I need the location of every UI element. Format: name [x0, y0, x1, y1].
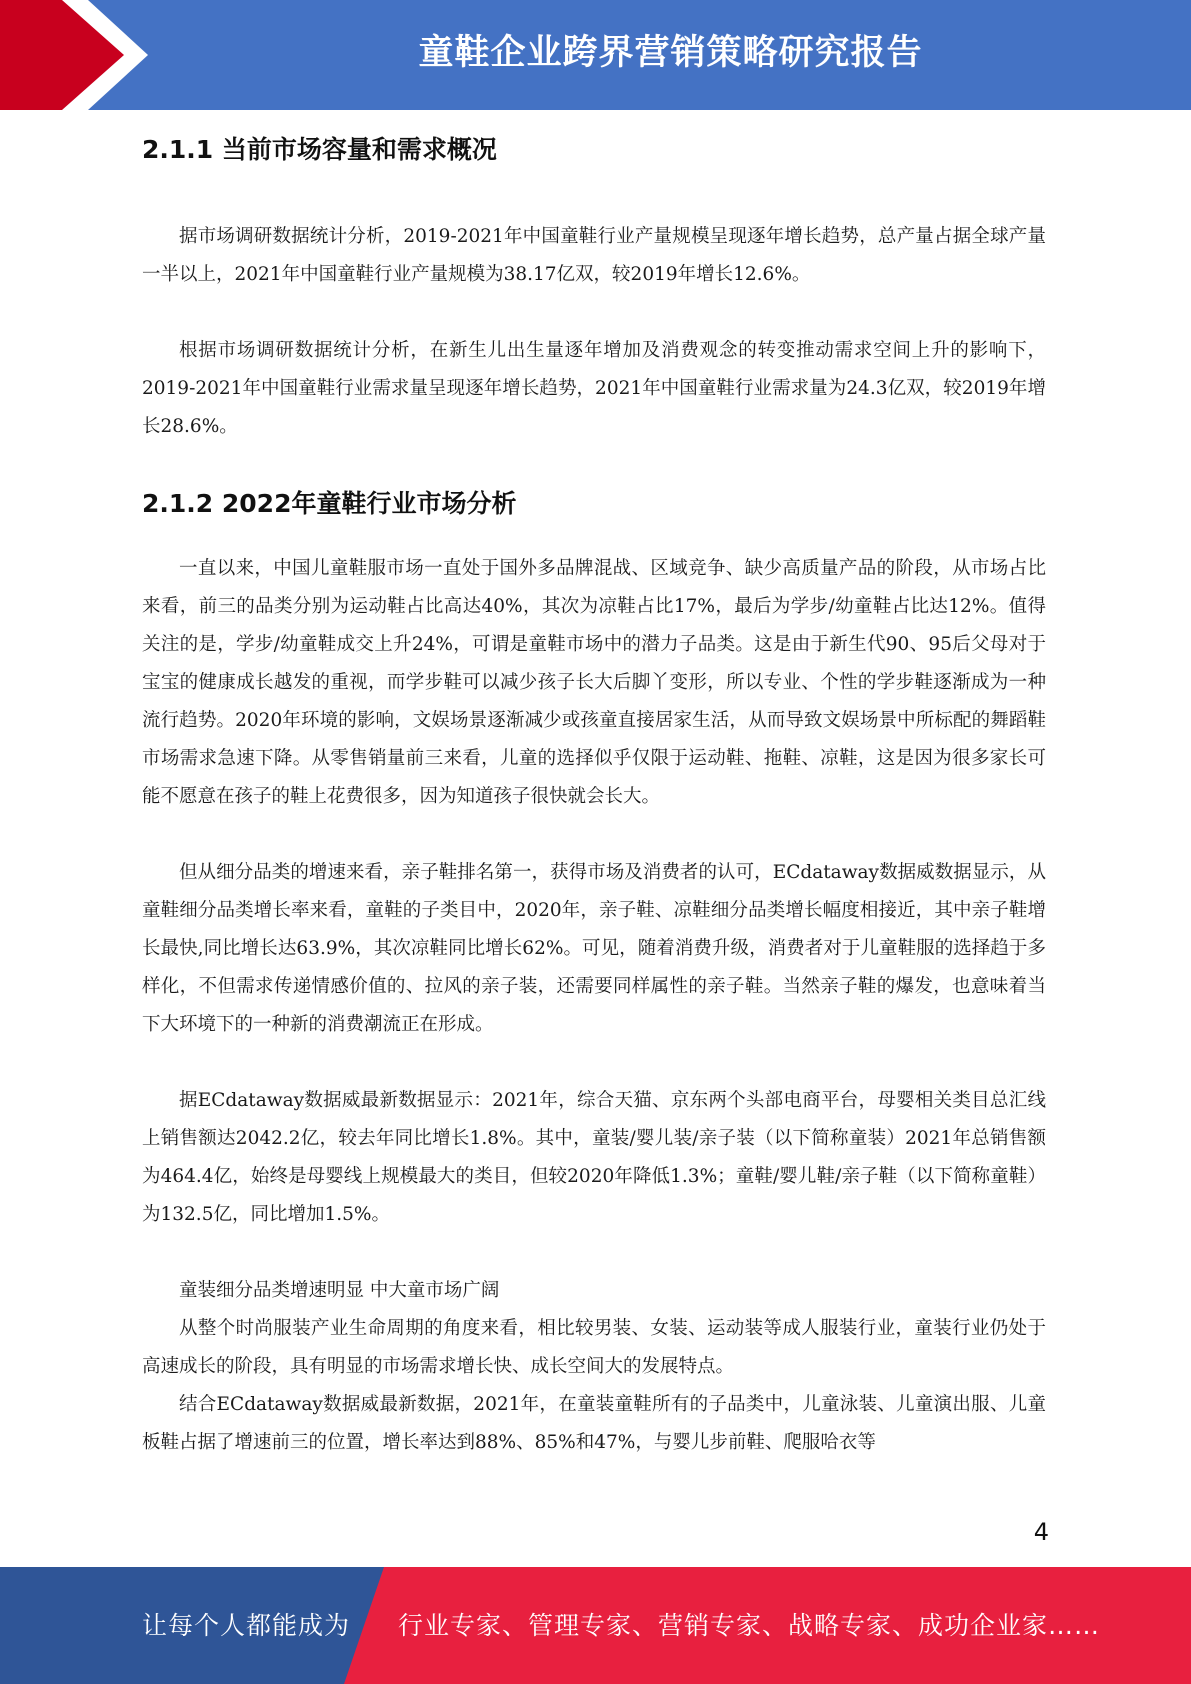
section-heading-2-1-2: 2.1.2 2022年童鞋行业市场分析: [142, 489, 517, 518]
section-heading-2-1-1: 2.1.1 当前市场容量和需求概况: [142, 135, 497, 164]
paragraph: 据ECdataway数据威最新数据显示：2021年，综合天猫、京东两个头部电商平台，母婴相关类目总汇线上销售额达2042.2亿，较去年同比增长1.8%。其中，童装/婴儿装/亲子装（以下简称童装）2021年总销售额为464.4亿，始终是母婴线上规模最大的类目，但较2020年降低1.3%；童鞋/婴儿鞋/亲子鞋（以下简称童鞋）为132.5亿，同比增加1.5%。: [142, 1090, 1046, 1225]
paragraph: 一直以来，中国儿童鞋服市场一直处于国外多品牌混战、区域竞争、缺少高质量产品的阶段，从市场占比来看，前三的品类分别为运动鞋占比高达40%，其次为凉鞋占比17%，最后为学步/幼童鞋占比达12%。值得关注的是，学步/幼童鞋成交上升24%，可谓是童鞋市场中的潜力子品类。这是由于新生代90、95后父母对于宝宝的健康成长越发的重视，而学步鞋可以减少孩子长大后脚丫变形，所以专业、个性的学步鞋逐渐成为一种流行趋势。2020年环境的影响，文娱场景逐渐减少或孩童直接居家生活，从而导致文娱场景中所标配的舞蹈鞋市场需求急速下降。从零售销量前三来看，儿童的选择似乎仅限于运动鞋、拖鞋、凉鞋，这是因为很多家长可能不愿意在孩子的鞋上花费很多，因为知道孩子很快就会长大。: [142, 558, 1046, 807]
page-header: [0, 0, 1191, 112]
paragraph: 根据市场调研数据统计分析，在新生儿出生量逐年增加及消费观念的转变推动需求空间上升的影响下，2019-2021年中国童鞋行业需求量呈现逐年增长趋势，2021年中国童鞋行业需求量为24.3亿双，较2019年增长28.6%。: [142, 340, 1046, 437]
page-footer: [0, 1567, 1191, 1684]
paragraph: 从整个时尚服装产业生命周期的角度来看，相比较男装、女装、运动装等成人服装行业，童装行业仍处于高速成长的阶段，具有明显的市场需求增长快、成长空间大的发展特点。: [142, 1318, 1046, 1377]
page-number: 4: [1033, 1518, 1049, 1546]
document-title: 童鞋企业跨界营销策略研究报告: [418, 33, 923, 73]
paragraph: 结合ECdataway数据威最新数据，2021年，在童装童鞋所有的子品类中，儿童泳装、儿童演出服、儿童板鞋占据了增速前三的位置，增长率达到88%、85%和47%，与婴儿步前鞋、爬服哈衣等: [142, 1394, 1046, 1453]
paragraph: 据市场调研数据统计分析，2019-2021年中国童鞋行业产量规模呈现逐年增长趋势，总产量占据全球产量一半以上，2021年中国童鞋行业产量规模为38.17亿双，较2019年增长12.6%。: [142, 226, 1046, 285]
footer-slogan-right: 行业专家、管理专家、营销专家、战略专家、成功企业家……: [398, 1611, 1101, 1640]
paragraph: 但从细分品类的增速来看，亲子鞋排名第一，获得市场及消费者的认可，ECdataway数据威数据显示，从童鞋细分品类增长率来看，童鞋的子类目中，2020年，亲子鞋、凉鞋细分品类增长幅度相接近，其中亲子鞋增长最快,同比增长达63.9%，其次凉鞋同比增长62%。可见，随着消费升级，消费者对于儿童鞋服的选择趋于多样化，不但需求传递情感价值的、拉风的亲子装，还需要同样属性的亲子鞋。当然亲子鞋的爆发，也意味着当下大环境下的一种新的消费潮流正在形成。: [142, 862, 1046, 1035]
subheading-paragraph: 童装细分品类增速明显 中大童市场广阔: [179, 1280, 500, 1301]
footer-slogan-left: 让每个人都能成为: [142, 1611, 351, 1640]
page-content: [142, 128, 1046, 1462]
